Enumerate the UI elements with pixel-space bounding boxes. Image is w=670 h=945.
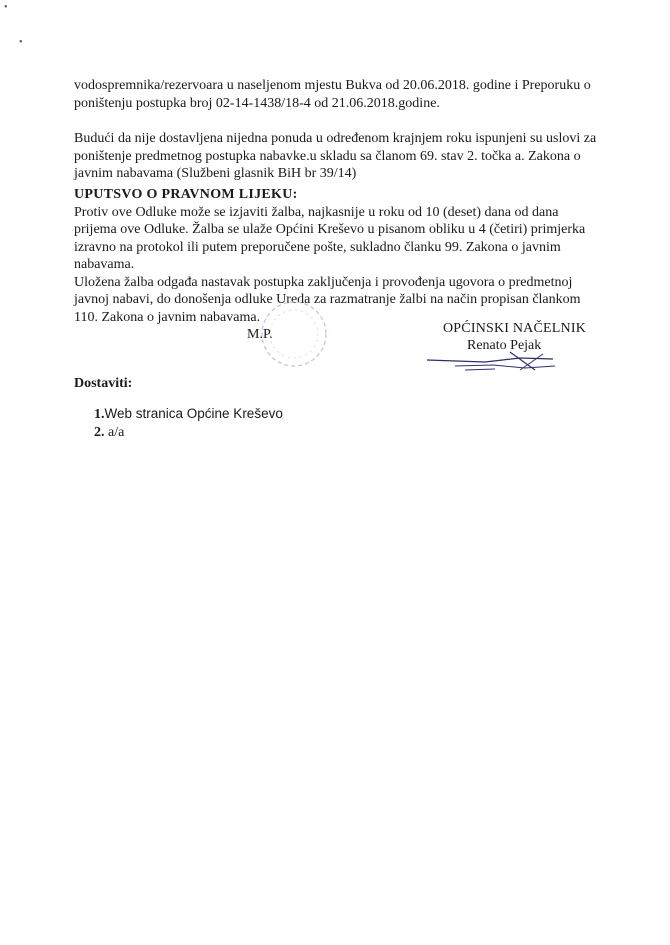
paragraph-cancellation [74, 130, 597, 183]
text-line: prijema ove Odluke. Žalba se ulaže Općini Kreševo u pisanom obliku u 4 (četiri) primjerka [74, 222, 586, 237]
paragraph-recommendation [74, 77, 591, 112]
list-text: a/a [104, 425, 125, 440]
text-line: nabavama. [74, 257, 135, 272]
margin-mark: • [4, 2, 8, 13]
text-line: vodospremnika/rezervoara u naseljenom mjestu Bukva od 20.06.2018. godine i Preporuku o [74, 78, 591, 93]
delivery-list [94, 405, 283, 442]
text-line: Budući da nije dostavljena nijedna ponuda u određenom krajnjem roku ispunjeni su uslovi za [74, 131, 597, 146]
list-number: 1. [94, 407, 105, 422]
margin-mark: • [19, 37, 23, 48]
list-item [94, 405, 283, 424]
text-line: Protiv ove Odluke može se izjaviti žalba, najkasnije u roku od 10 (deset) dana od dana [74, 204, 559, 220]
text-line: izravno na protokol ili putem preporučene pošte, sukladno članku 99. Zakona o javnim [74, 239, 561, 255]
signatory-title: OPĆINSKI NAČELNIK [443, 321, 587, 336]
text-line: poništenje predmetnog postupka nabavke.u skladu sa članom 69. stav 2. točka a. Zakona o [74, 148, 581, 164]
handwritten-signature-icon [425, 346, 560, 376]
list-number: 2. [94, 425, 105, 440]
text-line: javnim nabavama (Službeni glasnik BiH br 39/14) [74, 166, 357, 181]
list-text: Web stranica Općine Kreševo [104, 406, 283, 421]
signatory-name: Renato Pejak [467, 338, 542, 353]
text-line: Uložena žalba odgađa nastavak postupka zaključenja i provođenja ugovora o predmetnoj [74, 274, 573, 290]
legal-remedy-heading: UPUTSVO O PRAVNOM LIJEKU: [74, 187, 298, 202]
text-line: javnoj nabavi, do donošenja odluke Ureda za razmatranje žalbi na način propisan člankom [74, 292, 581, 307]
stamp-label: M.P. [247, 327, 273, 342]
list-item [94, 424, 283, 442]
text-line: 110. Zakona o javnim nabavama. [74, 309, 261, 325]
delivery-heading: Dostaviti: [74, 376, 133, 391]
text-line: poništenju postupka broj 02-14-1438/18-4 od 21.06.2018.godine. [74, 95, 440, 111]
